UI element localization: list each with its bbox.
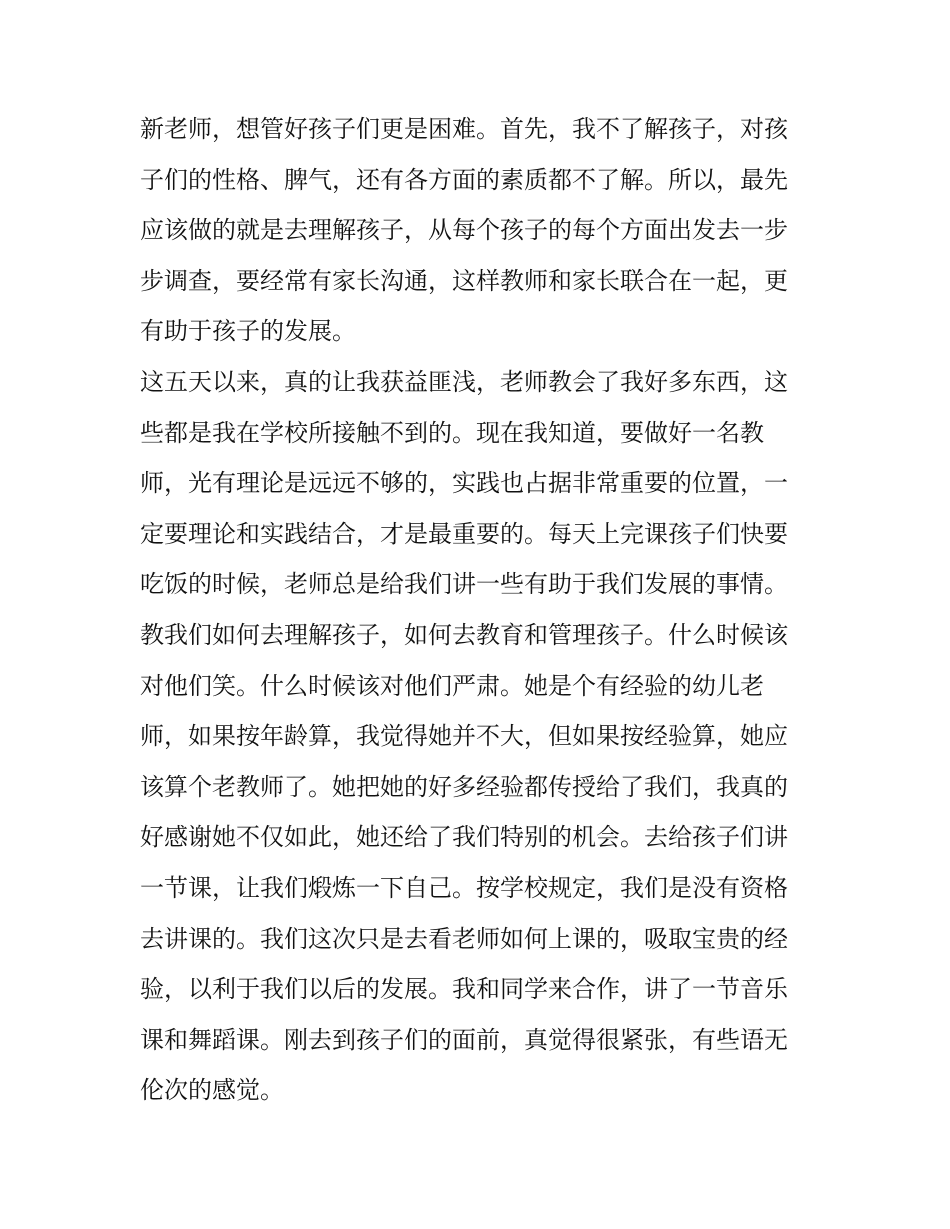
text-line: 子们的性格、脾气，还有各方面的素质都不了解。所以，最先	[140, 165, 788, 194]
text-line: 该算个老教师了。她把她的好多经验都传授给了我们，我真的	[140, 772, 788, 801]
text-line: 伦次的感觉。	[140, 1076, 284, 1105]
text-line: 应该做的就是去理解孩子，从每个孩子的每个方面出发去一步	[140, 216, 788, 245]
text-line: 步调查，要经常有家长沟通，这样教师和家长联合在一起，更	[140, 266, 788, 295]
text-line: 去讲课的。我们这次只是去看老师如何上课的，吸取宝贵的经	[140, 924, 788, 953]
text-line: 课和舞蹈课。刚去到孩子们的面前，真觉得很紧张，有些语无	[140, 1025, 788, 1054]
text-line: 些都是我在学校所接触不到的。现在我知道，要做好一名教	[140, 418, 764, 447]
text-line: 有助于孩子的发展。	[140, 317, 356, 346]
text-line: 师，光有理论是远远不够的，实践也占据非常重要的位置，一	[140, 469, 788, 498]
text-line: 好感谢她不仅如此，她还给了我们特别的机会。去给孩子们讲	[140, 823, 788, 852]
body-text	[140, 104, 820, 1116]
text-line: 新老师，想管好孩子们更是困难。首先，我不了解孩子，对孩	[140, 115, 788, 143]
text-line: 教我们如何去理解孩子，如何去教育和管理孩子。什么时候该	[140, 620, 788, 649]
paragraph-2	[140, 357, 820, 1116]
text-line: 师，如果按年龄算，我觉得她并不大，但如果按经验算，她应	[140, 722, 788, 751]
text-line: 这五天以来，真的让我获益匪浅，老师教会了我好多东西，这	[140, 367, 788, 396]
text-line: 一节课，让我们煅炼一下自己。按学校规定，我们是没有资格	[140, 873, 788, 902]
text-line: 吃饭的时候，老师总是给我们讲一些有助于我们发展的事情。	[140, 570, 788, 599]
text-line: 验，以利于我们以后的发展。我和同学来合作，讲了一节音乐	[140, 975, 788, 1004]
paragraph-1	[140, 104, 820, 357]
text-line: 对他们笑。什么时候该对他们严肃。她是个有经验的幼儿老	[140, 671, 764, 700]
text-line: 定要理论和实践结合，才是最重要的。每天上完课孩子们快要	[140, 519, 788, 548]
